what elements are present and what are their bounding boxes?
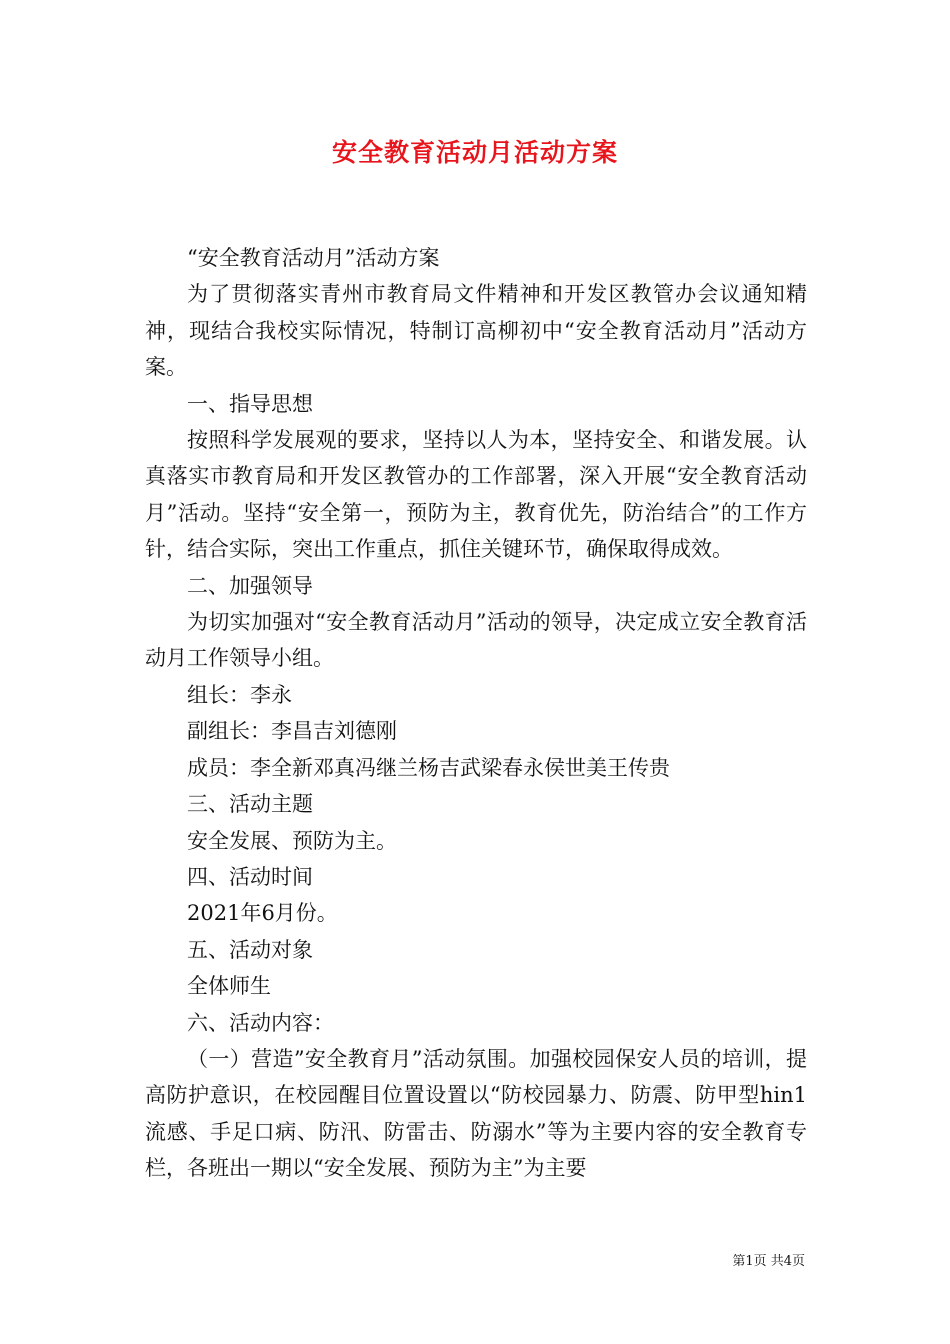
paragraph: 组长：李永 [187,682,292,707]
paragraph: “安全教育活动月”活动方案 [187,246,440,270]
paragraph: 2021年6月份。 [187,901,338,926]
section-heading: 三、活动主题 [187,792,313,817]
paragraph: （一）营造”安全教育月”活动氛围。加强校园保安人员的培训，提高防护意识，在校园醒目位置设置以“防校园暴力、防震、防甲型hin1流感、手足口病、防汛、防雷击、防溺水”等为主要内容的安全教育专栏，各班出一期以“安全发展、预防为主”为主要 [145,1046,807,1181]
paragraph: 按照科学发展观的要求，坚持以人为本，坚持安全、和谐发展。认真落实市教育局和开发区教管办的工作部署，深入开展“安全教育活动月”活动。坚持“安全第一，预防为主，教育优先，防治结合”的工作方针，结合实际，突出工作重点，抓住关键环节，确保取得成效。 [145,428,807,562]
paragraph: 为了贯彻落实青州市教育局文件精神和开发区教管办会议通知精神，现结合我校实际情况，特制订高柳初中“安全教育活动月”活动方案。 [145,282,807,380]
document-body [145,240,807,1187]
paragraph: 成员：李全新邓真冯继兰杨吉武梁春永侯世美王传贵 [187,755,670,780]
paragraph: 为切实加强对“安全教育活动月”活动的领导，决定成立安全教育活动月工作领导小组。 [145,610,807,671]
paragraph: 全体师生 [187,974,271,999]
section-heading: 五、活动对象 [187,937,313,962]
section-heading: 四、活动时间 [187,864,313,889]
paragraph: 安全发展、预防为主。 [187,828,397,853]
section-heading: 二、加强领导 [187,573,313,598]
section-heading: 六、活动内容： [187,1010,334,1035]
page-number: 第1页 共4页 [732,1254,805,1269]
paragraph: 副组长：李昌吉刘德刚 [187,719,397,744]
section-heading: 一、指导思想 [187,391,313,416]
document-title: 安全教育活动月活动方案 [331,138,618,167]
